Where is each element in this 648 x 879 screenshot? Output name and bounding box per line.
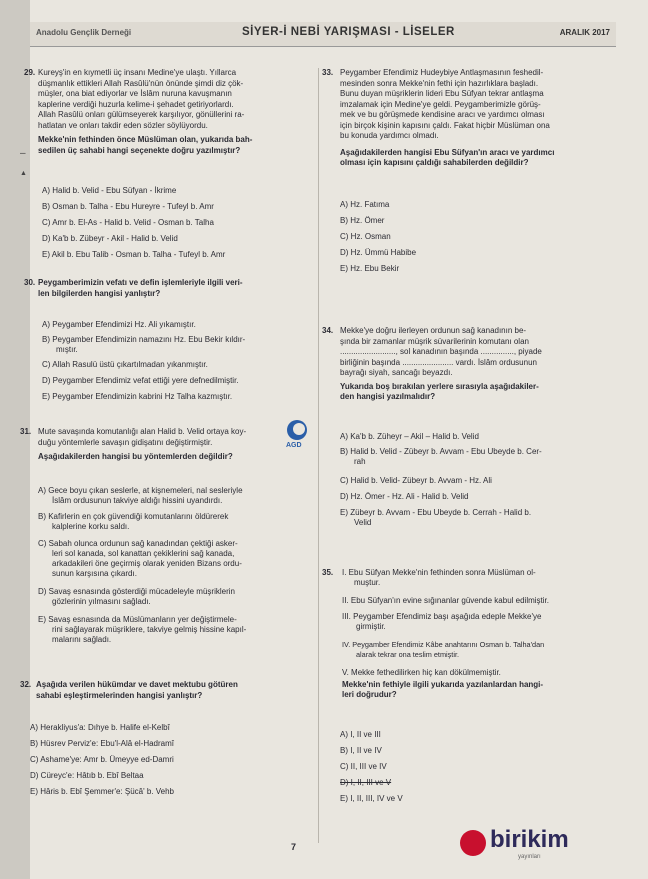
question-number: 32.: [20, 680, 32, 689]
statement-cont: girmiştir.: [356, 622, 386, 631]
answer-option[interactable]: C) Hz. Osman: [340, 232, 391, 241]
header-date: ARALIK 2017: [559, 28, 610, 37]
question-text-line: bu konuda yardımcı olmadı.: [340, 131, 439, 140]
answer-option[interactable]: C) Amr b. El-As - Halid b. Velid - Osman b. Talha: [42, 218, 214, 227]
answer-option[interactable]: A) Ka'b b. Züheyr – Akil – Halid b. Velid: [340, 432, 479, 441]
answer-option[interactable]: B) Peygamber Efendimizin namazını Hz. Ebu Bekir kıldır-: [42, 335, 246, 344]
header-org: Anadolu Gençlik Derneği: [36, 28, 132, 37]
statement: IV. Peygamber Efendimiz Kâbe anahtarını Osman b. Talha'dan: [342, 640, 545, 649]
statement: II. Ebu Süfyan'ın evine sığınanlar güvende kabul edilmiştir.: [342, 596, 549, 605]
question-prompt: leri doğrudur?: [342, 690, 397, 699]
question-text-line: mek ve bu görüşmede kendisine aracı ve yardımcı olması: [340, 110, 545, 119]
question-text-line: şında bir zamanlar müşrik süvarilerinin komutanı olan: [340, 336, 529, 346]
publisher-sub: yayınları: [518, 854, 541, 860]
question-text-line: ........................., sol kanadının başında ..............., piyade: [340, 347, 542, 356]
answer-option-crossed[interactable]: D) I, II, III ve V: [340, 778, 392, 787]
question-text-line: düşmanlık ettikleri Allah Rasûlü'nün önünde şimdi diz çök-: [38, 78, 244, 88]
question-number: 29.: [24, 68, 36, 77]
answer-option[interactable]: B) Osman b. Talha - Ebu Hureyre - Tufeyl b. Amr: [42, 202, 214, 211]
answer-option[interactable]: B) Hz. Ömer: [340, 216, 385, 225]
question-text-line: Allah Rasûlü onları gülümseyerek karşılıyor, gönüllerini ra-: [38, 110, 245, 119]
question-text-line: bayrağı siyah, sancağı beyazdı.: [340, 368, 453, 377]
birikim-logo-icon: [460, 830, 486, 856]
answer-option[interactable]: B) I, II ve IV: [340, 746, 382, 755]
answer-option[interactable]: E) Zübeyr b. Avvam - Ebu Ubeyde b. Cerrah - Halid b.: [340, 508, 532, 517]
question-number: 33.: [322, 68, 334, 77]
answer-option[interactable]: E) I, II, III, IV ve V: [340, 794, 403, 803]
pen-mark: ▲: [20, 170, 27, 177]
question-text-line: kaplerine verdiği huzurla kelime-i şehadet getiriyorlardı.: [38, 99, 234, 109]
answer-option-cont: sunun karşısına çıkardı.: [52, 569, 137, 578]
answer-option[interactable]: B) Kafirlerin en çok güvendiği komutanlarını öldürerek: [38, 512, 229, 521]
answer-option[interactable]: E) Hz. Ebu Bekir: [340, 264, 400, 273]
statement-cont: alarak tekrar ona teslim etmiştir.: [356, 650, 460, 659]
answer-option[interactable]: D) Ka'b b. Zübeyr - Akil - Halid b. Velid: [42, 234, 178, 243]
answer-option-cont: kalplerine korku saldı.: [52, 522, 130, 531]
answer-option[interactable]: E) Peygamber Efendimizin kabrini Hz Talha kazmıştır.: [42, 392, 233, 401]
question-prompt: Mekke'nin fethiyle ilgili yukarıda yazılanlardan hangi-: [342, 680, 544, 689]
agd-logo-icon: [286, 419, 308, 441]
statement-cont: muştur.: [354, 578, 381, 587]
question-text-line: Mute savaşında komutanlığı alan Halid b. Velid ortaya koy-: [38, 427, 247, 436]
answer-option-cont: gözlerinin yılmasını sağladı.: [52, 597, 151, 606]
answer-option[interactable]: D) Hz. Ümmü Habibe: [340, 248, 417, 257]
question-text-line: müşler, ona biat ediyorlar ve İslâm nuruna kavuşmanın: [38, 89, 232, 98]
publisher-name: birikim: [490, 826, 569, 853]
answer-option-cont: Velid: [354, 518, 372, 527]
answer-option[interactable]: A) Peygamber Efendimizi Hz. Ali yıkamıştır.: [42, 320, 196, 329]
answer-option-cont: rini sağlayarak müşriklere, takviye gelmiş hissine kapıl-: [52, 625, 247, 634]
answer-option-cont: mıştır.: [56, 345, 78, 354]
answer-option[interactable]: D) Peygamber Efendimiz vefat ettiği yere defnedilmiştir.: [42, 376, 239, 385]
question-number: 31.: [20, 427, 32, 436]
question-32: [20, 680, 310, 701]
question-prompt: Mekke'nin fethinden önce Müslüman olan, yukarıda bah-: [38, 135, 253, 144]
answer-option[interactable]: C) Allah Rasulü üstü çıkartılmadan yıkanmıştır.: [42, 360, 208, 369]
question-text-line: hatlatan ve onları takdir eden sözler söylüyordu.: [38, 120, 208, 130]
answer-option[interactable]: A) Hz. Fatıma: [340, 200, 390, 209]
answer-option-cont: malarını sağladı.: [52, 635, 112, 644]
question-30: [24, 278, 314, 299]
question-text-line: birliğinin başında ....................... vardı. İslâm ordusunun: [340, 357, 537, 367]
statement: III. Peygamber Efendimiz başı aşağıda edeple Mekke'ye: [342, 612, 542, 621]
question-33: [322, 68, 622, 169]
question-31: [20, 427, 290, 463]
question-text-line: Mekke'ye doğru ilerleyen ordunun sağ kanadının be-: [340, 326, 527, 335]
answer-option[interactable]: A) Halid b. Velid - Ebu Süfyan - İkrime: [42, 186, 177, 195]
pen-mark: –: [20, 148, 26, 159]
question-text-line: duğu yöntemlerle savaşın gidişatını değiştirmiştir.: [38, 437, 213, 447]
question-prompt: sahabi eşleştirmelerinden hangisi yanlıştır?: [36, 690, 203, 700]
answer-option-cont: rah: [354, 457, 366, 466]
question-number: 34.: [322, 326, 334, 335]
question-text-line: mesinden sonra Mekke'nin fethi için hazırlıklara başladı.: [340, 78, 539, 88]
answer-option[interactable]: A) Herakliyus'a: Dıhye b. Halife el-Kelbî: [30, 723, 170, 732]
header-title: SİYER-İ NEBİ YARIŞMASI - LİSELER: [242, 26, 455, 38]
question-prompt: den hangisi yazılmalıdır?: [340, 392, 436, 401]
question-number: 35.: [322, 568, 334, 577]
answer-option[interactable]: C) Sabah olunca ordunun sağ kanadından çektiği asker-: [38, 539, 238, 548]
page-header: [30, 22, 616, 47]
answer-option-cont: arkadakileri öne geçirmiş olarak yeniden Bizans ordu-: [52, 559, 242, 568]
answer-option[interactable]: E) Akil b. Ebu Talib - Osman b. Talha - Tufeyl b. Amr: [42, 250, 226, 259]
statement: I. Ebu Süfyan Mekke'nin fethinden sonra Müslüman ol-: [342, 568, 536, 577]
question-prompt: sedilen üç sahabi hangi seçenekte doğru yazılmıştır?: [38, 145, 241, 155]
question-29: [24, 68, 314, 156]
answer-option[interactable]: C) Halid b. Velid- Zübeyr b. Avvam - Hz. Ali: [340, 476, 492, 485]
answer-option[interactable]: C) Ashame'ye: Amr b. Ümeyye ed-Damri: [30, 755, 174, 764]
page-number: 7: [291, 842, 297, 852]
question-34: [322, 326, 622, 403]
question-prompt: Yukarıda boş bırakılan yerlere sırasıyla aşağıdakiler-: [340, 381, 539, 391]
agd-badge: AGD: [286, 442, 302, 449]
question-prompt: Aşağıdakilerden hangisi Ebu Süfyan'ın aracı ve yardımcı: [340, 147, 555, 157]
question-number: 30.: [24, 278, 36, 287]
answer-option[interactable]: D) Savaş esnasında gösterdiği mücadeleyle müşriklerin: [38, 587, 235, 596]
answer-option[interactable]: B) Halid b. Velid - Zübeyr b. Avvam - Ebu Ubeyde b. Cer-: [340, 447, 542, 456]
answer-option[interactable]: D) Cüreyc'e: Hâtıb b. Ebî Beltaa: [30, 771, 144, 780]
answer-option[interactable]: A) Gece boyu çıkan seslerle, at kişnemeleri, nal sesleriyle: [38, 486, 243, 495]
question-prompt: Peygamberimizin vefatı ve defin işlemleriyle ilgili veri-: [38, 278, 243, 287]
column-divider: [318, 68, 319, 843]
question-text-line: için birçok kişinin kapısını çaldı. Fakat hiçbir Müslüman ona: [340, 120, 550, 130]
answer-option[interactable]: B) Hüsrev Perviz'e: Ebu'l-Alâ el-Hadramî: [30, 739, 174, 748]
answer-option[interactable]: E) Savaş esnasında da Müslümanların yer değiştirmele-: [38, 615, 237, 624]
question-prompt: Aşağıda verilen hükümdar ve davet mektubu götüren: [36, 680, 238, 689]
answer-option-cont: İslâm ordusunun takviye aldığı hissini uyandırdı.: [52, 496, 223, 505]
answer-option[interactable]: C) II, III ve IV: [340, 762, 387, 771]
question-prompt: olması için kapısını çaldığı sahabilerden değildir?: [340, 158, 529, 167]
question-prompt: Aşağıdakilerden hangisi bu yöntemlerden değildir?: [38, 452, 233, 461]
question-text-line: Bunu duyan müşriklerin lideri Ebu Süfyan tekrar antlaşma: [340, 89, 544, 98]
publisher-logo: [460, 826, 610, 866]
statement: V. Mekke fethedilirken hiç kan dökülmemiştir.: [342, 668, 501, 677]
question-text-line: Peygamber Efendimiz Hudeybiye Antlaşmasının feshedil-: [340, 68, 544, 77]
answer-option-cont: leri sol kanada, sol kanattan çekiklerini sağ kanada,: [52, 549, 235, 558]
answer-option[interactable]: A) I, II ve III: [340, 730, 381, 739]
answer-option[interactable]: E) Hâris b. Ebî Şemmer'e: Şücâ' b. Vehb: [30, 787, 175, 796]
question-prompt: len bilgilerden hangisi yanlıştır?: [38, 288, 161, 298]
question-text-line: Kureyş'in en kıymetli üç insanı Medine'ye ulaştı. Yıllarca: [38, 68, 237, 77]
answer-option[interactable]: D) Hz. Ömer - Hz. Ali - Halid b. Velid: [340, 492, 469, 501]
question-text-line: imzalamak için Medine'ye geldi. Peygamberimizle görüş-: [340, 99, 541, 109]
